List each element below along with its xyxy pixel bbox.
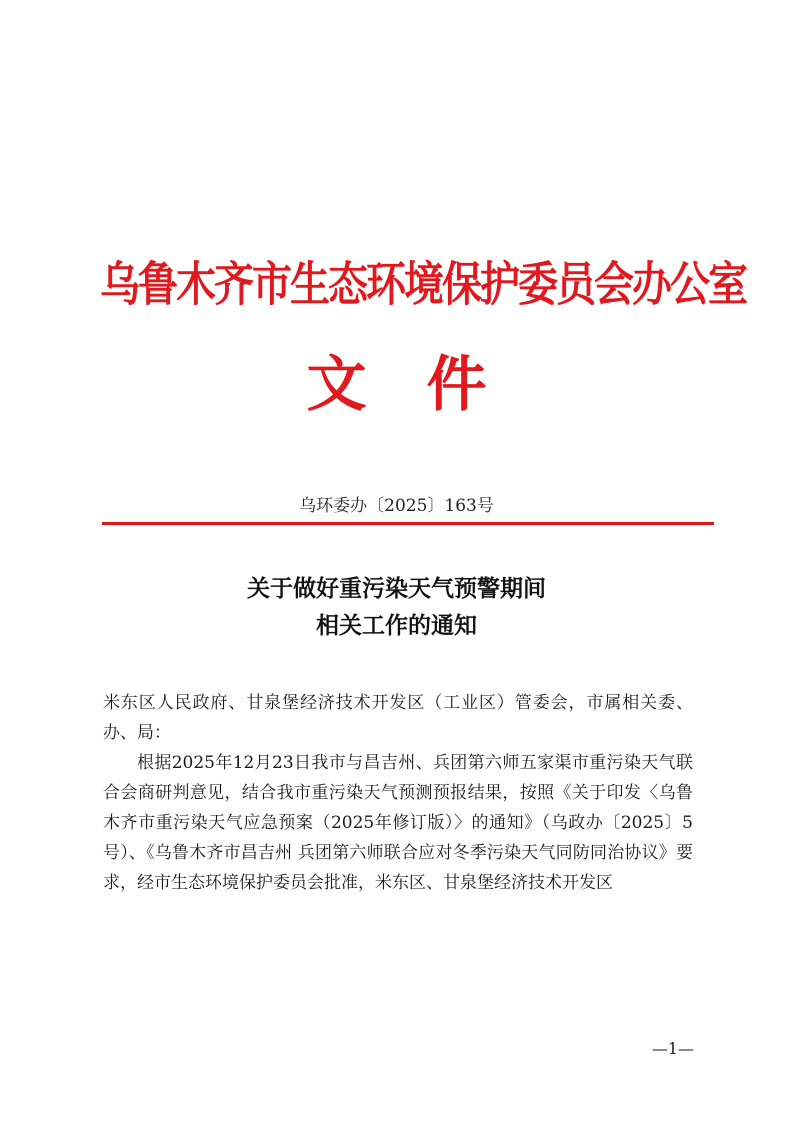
document-number: 乌环委办〔2025〕163号 (299, 496, 494, 516)
notice-title-line-2: 相关工作的通知 (316, 612, 477, 639)
document-body (103, 688, 693, 898)
notice-title (0, 570, 793, 644)
addressee: 米东区人民政府、甘泉堡经济技术开发区（工业区）管委会，市属相关委、办、局： (103, 693, 693, 743)
notice-title-line-1: 关于做好重污染天气预警期间 (247, 575, 546, 602)
body-paragraph: 根据2025年12月23日我市与昌吉州、兵团第六师五家渠市重污染天气联合会商研判意见，结合我市重污染天气预测预报结果，按照《关于印发〈乌鲁木齐市重污染天气应急预案（2025年修订版）〉的通知》（乌政办〔2025〕5号）、《乌鲁木齐市昌吉州 兵团第六师联合应对冬季污染天气同防同治协议》要求，经市生态环境保护委员会批准，米东区、甘泉堡经济技术开发区 (103, 753, 693, 893)
document-type-heading: 文件 (306, 350, 547, 420)
page-number: —1— (651, 1039, 694, 1058)
red-separator-line (102, 522, 714, 525)
issuing-organization: 乌鲁木齐市生态环境保护委员会办公室 (100, 257, 746, 313)
